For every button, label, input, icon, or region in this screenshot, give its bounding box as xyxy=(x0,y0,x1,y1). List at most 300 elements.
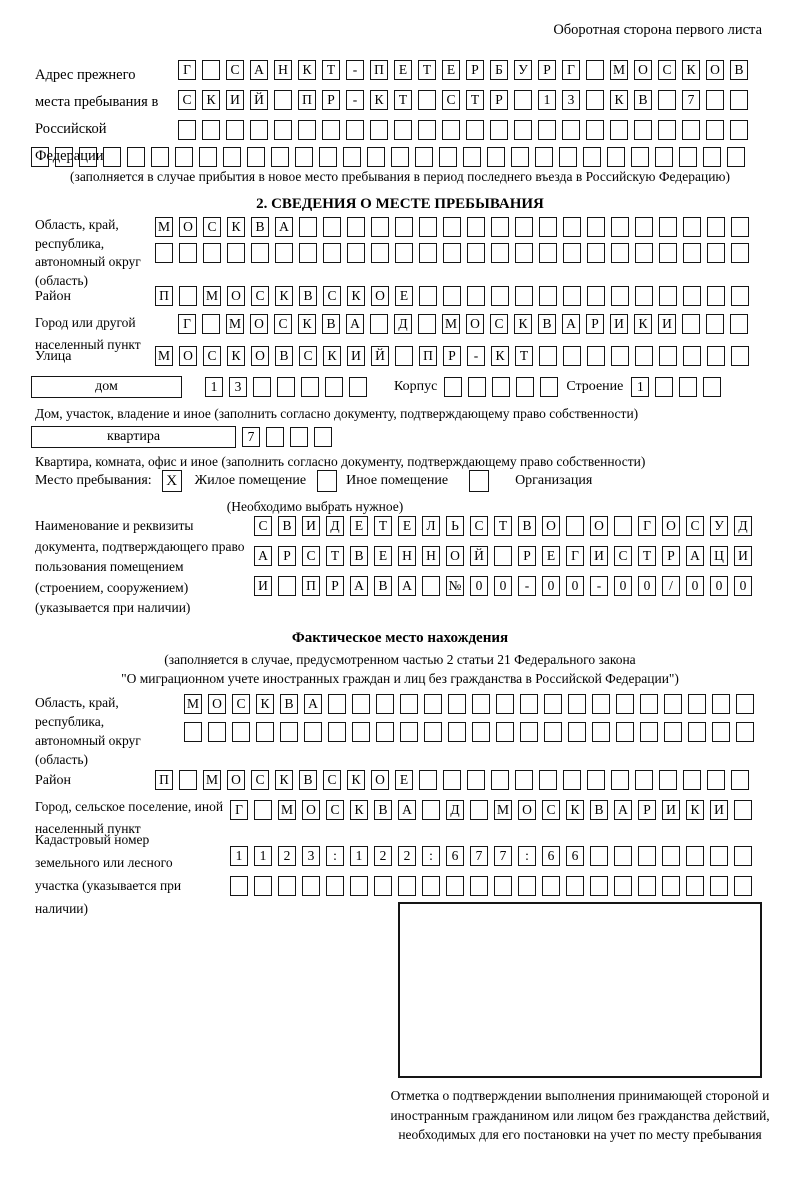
char-cell[interactable]: О xyxy=(179,217,197,237)
char-cell[interactable] xyxy=(398,876,416,896)
char-cell[interactable] xyxy=(635,286,653,306)
char-cell[interactable] xyxy=(662,846,680,866)
char-cell[interactable] xyxy=(587,346,605,366)
char-cell[interactable]: 3 xyxy=(302,846,320,866)
char-cell[interactable] xyxy=(587,770,605,790)
char-cell[interactable] xyxy=(515,243,533,263)
char-cell[interactable]: Д xyxy=(326,516,344,536)
char-cell[interactable]: Р xyxy=(538,60,556,80)
char-cell[interactable]: А xyxy=(304,694,322,714)
char-cell[interactable]: У xyxy=(710,516,728,536)
char-cell[interactable] xyxy=(734,800,752,820)
char-cell[interactable] xyxy=(683,217,701,237)
char-cell[interactable] xyxy=(566,876,584,896)
char-cell[interactable]: С xyxy=(323,286,341,306)
char-cell[interactable] xyxy=(419,286,437,306)
char-cell[interactable] xyxy=(635,346,653,366)
char-cell[interactable]: О xyxy=(371,286,389,306)
char-cell[interactable] xyxy=(444,377,462,397)
char-cell[interactable]: № xyxy=(446,576,464,596)
char-cell[interactable] xyxy=(736,722,754,742)
char-cell[interactable] xyxy=(422,800,440,820)
char-cell[interactable]: 7 xyxy=(494,846,512,866)
char-cell[interactable]: Е xyxy=(350,516,368,536)
char-cell[interactable] xyxy=(492,377,510,397)
char-cell[interactable] xyxy=(323,217,341,237)
char-cell[interactable] xyxy=(590,846,608,866)
char-cell[interactable]: О xyxy=(446,546,464,566)
char-cell[interactable]: К xyxy=(227,217,245,237)
char-cell[interactable] xyxy=(563,286,581,306)
char-cell[interactable] xyxy=(343,147,361,167)
char-cell[interactable] xyxy=(467,243,485,263)
char-cell[interactable] xyxy=(250,120,268,140)
char-cell[interactable]: Г xyxy=(638,516,656,536)
char-cell[interactable]: В xyxy=(518,516,536,536)
char-cell[interactable] xyxy=(223,147,241,167)
char-cell[interactable] xyxy=(400,722,418,742)
char-cell[interactable]: В xyxy=(299,770,317,790)
char-cell[interactable]: Т xyxy=(322,60,340,80)
char-cell[interactable] xyxy=(395,346,413,366)
char-cell[interactable] xyxy=(566,516,584,536)
char-cell[interactable]: В xyxy=(299,286,317,306)
char-cell[interactable]: М xyxy=(184,694,202,714)
char-cell[interactable] xyxy=(703,147,721,167)
char-cell[interactable] xyxy=(616,694,634,714)
char-cell[interactable] xyxy=(514,120,532,140)
char-cell[interactable]: 7 xyxy=(682,90,700,110)
char-cell[interactable] xyxy=(247,147,265,167)
char-cell[interactable]: : xyxy=(326,846,344,866)
char-cell[interactable] xyxy=(707,770,725,790)
char-cell[interactable] xyxy=(583,147,601,167)
char-cell[interactable]: Г xyxy=(562,60,580,80)
char-cell[interactable] xyxy=(419,217,437,237)
char-cell[interactable]: М xyxy=(226,314,244,334)
char-cell[interactable]: С xyxy=(442,90,460,110)
char-cell[interactable] xyxy=(706,314,724,334)
char-cell[interactable]: В xyxy=(275,346,293,366)
char-cell[interactable]: С xyxy=(323,770,341,790)
char-cell[interactable] xyxy=(491,770,509,790)
char-cell[interactable]: Р xyxy=(518,546,536,566)
char-cell[interactable] xyxy=(179,770,197,790)
char-cell[interactable] xyxy=(278,876,296,896)
char-cell[interactable] xyxy=(736,694,754,714)
char-cell[interactable] xyxy=(374,876,392,896)
char-cell[interactable]: П xyxy=(155,770,173,790)
char-cell[interactable]: К xyxy=(491,346,509,366)
char-cell[interactable] xyxy=(688,694,706,714)
char-cell[interactable]: М xyxy=(278,800,296,820)
char-cell[interactable]: О xyxy=(227,286,245,306)
char-cell[interactable] xyxy=(683,346,701,366)
char-cell[interactable] xyxy=(659,243,677,263)
char-cell[interactable] xyxy=(562,120,580,140)
char-cell[interactable] xyxy=(539,346,557,366)
char-cell[interactable] xyxy=(179,243,197,263)
char-cell[interactable]: О xyxy=(208,694,226,714)
char-cell[interactable]: А xyxy=(614,800,632,820)
char-cell[interactable]: К xyxy=(227,346,245,366)
char-cell[interactable]: С xyxy=(274,314,292,334)
char-cell[interactable] xyxy=(614,516,632,536)
char-cell[interactable] xyxy=(614,846,632,866)
char-cell[interactable]: С xyxy=(542,800,560,820)
char-cell[interactable]: Н xyxy=(422,546,440,566)
char-cell[interactable] xyxy=(463,147,481,167)
char-cell[interactable] xyxy=(443,770,461,790)
char-cell[interactable] xyxy=(682,314,700,334)
residential-checkbox[interactable]: X xyxy=(162,470,182,492)
char-cell[interactable] xyxy=(127,147,145,167)
char-cell[interactable] xyxy=(367,147,385,167)
char-cell[interactable] xyxy=(514,90,532,110)
char-cell[interactable] xyxy=(322,120,340,140)
char-cell[interactable] xyxy=(298,120,316,140)
char-cell[interactable]: Й xyxy=(250,90,268,110)
char-cell[interactable] xyxy=(422,576,440,596)
char-cell[interactable] xyxy=(55,147,73,167)
char-cell[interactable] xyxy=(299,243,317,263)
char-cell[interactable] xyxy=(254,800,272,820)
char-cell[interactable] xyxy=(616,722,634,742)
char-cell[interactable] xyxy=(683,243,701,263)
char-cell[interactable]: С xyxy=(686,516,704,536)
char-cell[interactable]: Р xyxy=(490,90,508,110)
char-cell[interactable]: Т xyxy=(374,516,392,536)
char-cell[interactable] xyxy=(707,217,725,237)
char-cell[interactable] xyxy=(515,217,533,237)
char-cell[interactable] xyxy=(371,217,389,237)
char-cell[interactable] xyxy=(655,377,673,397)
char-cell[interactable] xyxy=(686,846,704,866)
char-cell[interactable]: С xyxy=(203,346,221,366)
char-cell[interactable]: И xyxy=(302,516,320,536)
char-cell[interactable] xyxy=(682,120,700,140)
char-cell[interactable] xyxy=(559,147,577,167)
char-cell[interactable]: В xyxy=(278,516,296,536)
char-cell[interactable]: А xyxy=(686,546,704,566)
char-cell[interactable]: - xyxy=(346,60,364,80)
char-cell[interactable] xyxy=(184,722,202,742)
dom-field-box[interactable]: дом xyxy=(31,376,182,398)
char-cell[interactable]: 1 xyxy=(538,90,556,110)
char-cell[interactable]: В xyxy=(730,60,748,80)
char-cell[interactable] xyxy=(727,147,745,167)
char-cell[interactable] xyxy=(419,770,437,790)
char-cell[interactable] xyxy=(151,147,169,167)
char-cell[interactable]: 2 xyxy=(278,846,296,866)
char-cell[interactable]: В xyxy=(322,314,340,334)
char-cell[interactable] xyxy=(391,147,409,167)
char-cell[interactable]: С xyxy=(232,694,250,714)
char-cell[interactable]: М xyxy=(203,770,221,790)
char-cell[interactable] xyxy=(494,546,512,566)
char-cell[interactable]: 0 xyxy=(710,576,728,596)
char-cell[interactable]: М xyxy=(610,60,628,80)
char-cell[interactable] xyxy=(683,286,701,306)
char-cell[interactable] xyxy=(539,770,557,790)
char-cell[interactable] xyxy=(731,243,749,263)
char-cell[interactable]: С xyxy=(302,546,320,566)
char-cell[interactable] xyxy=(707,346,725,366)
char-cell[interactable] xyxy=(323,243,341,263)
char-cell[interactable] xyxy=(518,876,536,896)
char-cell[interactable] xyxy=(611,286,629,306)
char-cell[interactable] xyxy=(304,722,322,742)
char-cell[interactable] xyxy=(178,120,196,140)
char-cell[interactable]: И xyxy=(658,314,676,334)
char-cell[interactable] xyxy=(542,876,560,896)
char-cell[interactable]: С xyxy=(203,217,221,237)
char-cell[interactable] xyxy=(346,120,364,140)
char-cell[interactable]: И xyxy=(590,546,608,566)
char-cell[interactable] xyxy=(515,770,533,790)
char-cell[interactable] xyxy=(31,147,49,167)
char-cell[interactable] xyxy=(199,147,217,167)
char-cell[interactable] xyxy=(328,694,346,714)
char-cell[interactable] xyxy=(271,147,289,167)
char-cell[interactable] xyxy=(611,243,629,263)
char-cell[interactable] xyxy=(274,120,292,140)
char-cell[interactable] xyxy=(394,120,412,140)
char-cell[interactable] xyxy=(635,217,653,237)
char-cell[interactable] xyxy=(202,60,220,80)
char-cell[interactable] xyxy=(422,876,440,896)
char-cell[interactable]: К xyxy=(634,314,652,334)
char-cell[interactable] xyxy=(419,243,437,263)
char-cell[interactable]: Б xyxy=(490,60,508,80)
char-cell[interactable]: А xyxy=(398,800,416,820)
char-cell[interactable]: П xyxy=(298,90,316,110)
char-cell[interactable] xyxy=(563,217,581,237)
char-cell[interactable]: Е xyxy=(374,546,392,566)
char-cell[interactable] xyxy=(688,722,706,742)
char-cell[interactable] xyxy=(347,217,365,237)
char-cell[interactable] xyxy=(256,722,274,742)
char-cell[interactable]: А xyxy=(562,314,580,334)
char-cell[interactable] xyxy=(326,876,344,896)
char-cell[interactable] xyxy=(631,147,649,167)
char-cell[interactable]: Т xyxy=(494,516,512,536)
char-cell[interactable] xyxy=(376,722,394,742)
char-cell[interactable]: - xyxy=(518,576,536,596)
char-cell[interactable]: Ь xyxy=(446,516,464,536)
char-cell[interactable]: 0 xyxy=(614,576,632,596)
char-cell[interactable]: М xyxy=(155,217,173,237)
char-cell[interactable]: К xyxy=(347,286,365,306)
char-cell[interactable] xyxy=(277,377,295,397)
char-cell[interactable] xyxy=(349,377,367,397)
char-cell[interactable] xyxy=(679,147,697,167)
char-cell[interactable] xyxy=(563,346,581,366)
char-cell[interactable] xyxy=(491,217,509,237)
char-cell[interactable]: А xyxy=(254,546,272,566)
char-cell[interactable]: Т xyxy=(515,346,533,366)
char-cell[interactable]: 2 xyxy=(374,846,392,866)
char-cell[interactable]: М xyxy=(155,346,173,366)
char-cell[interactable]: В xyxy=(538,314,556,334)
char-cell[interactable]: М xyxy=(442,314,460,334)
char-cell[interactable] xyxy=(494,876,512,896)
char-cell[interactable]: К xyxy=(323,346,341,366)
char-cell[interactable]: О xyxy=(466,314,484,334)
char-cell[interactable]: 2 xyxy=(398,846,416,866)
char-cell[interactable]: А xyxy=(275,217,293,237)
char-cell[interactable]: В xyxy=(350,546,368,566)
char-cell[interactable] xyxy=(710,876,728,896)
char-cell[interactable]: Е xyxy=(442,60,460,80)
char-cell[interactable] xyxy=(539,243,557,263)
char-cell[interactable] xyxy=(683,770,701,790)
char-cell[interactable] xyxy=(731,770,749,790)
char-cell[interactable]: 0 xyxy=(566,576,584,596)
char-cell[interactable] xyxy=(712,722,730,742)
char-cell[interactable] xyxy=(266,427,284,447)
char-cell[interactable] xyxy=(208,722,226,742)
char-cell[interactable] xyxy=(424,694,442,714)
char-cell[interactable] xyxy=(611,770,629,790)
char-cell[interactable] xyxy=(448,694,466,714)
char-cell[interactable] xyxy=(467,770,485,790)
char-cell[interactable] xyxy=(655,147,673,167)
char-cell[interactable]: Т xyxy=(418,60,436,80)
char-cell[interactable] xyxy=(347,243,365,263)
char-cell[interactable]: О xyxy=(590,516,608,536)
char-cell[interactable]: О xyxy=(227,770,245,790)
char-cell[interactable] xyxy=(731,217,749,237)
char-cell[interactable] xyxy=(611,346,629,366)
char-cell[interactable] xyxy=(511,147,529,167)
char-cell[interactable]: Г xyxy=(178,314,196,334)
char-cell[interactable] xyxy=(376,694,394,714)
char-cell[interactable]: У xyxy=(514,60,532,80)
char-cell[interactable] xyxy=(468,377,486,397)
char-cell[interactable] xyxy=(275,243,293,263)
char-cell[interactable]: А xyxy=(250,60,268,80)
char-cell[interactable] xyxy=(611,217,629,237)
char-cell[interactable] xyxy=(730,314,748,334)
char-cell[interactable] xyxy=(659,770,677,790)
char-cell[interactable] xyxy=(520,722,538,742)
char-cell[interactable]: П xyxy=(155,286,173,306)
char-cell[interactable] xyxy=(538,120,556,140)
char-cell[interactable]: В xyxy=(374,576,392,596)
other-premises-checkbox[interactable] xyxy=(317,470,337,492)
char-cell[interactable] xyxy=(175,147,193,167)
char-cell[interactable] xyxy=(640,722,658,742)
char-cell[interactable]: О xyxy=(302,800,320,820)
char-cell[interactable] xyxy=(230,876,248,896)
char-cell[interactable] xyxy=(443,286,461,306)
char-cell[interactable]: Т xyxy=(638,546,656,566)
char-cell[interactable]: С xyxy=(658,60,676,80)
char-cell[interactable]: 1 xyxy=(631,377,649,397)
char-cell[interactable]: В xyxy=(634,90,652,110)
char-cell[interactable] xyxy=(371,243,389,263)
char-cell[interactable]: 1 xyxy=(350,846,368,866)
char-cell[interactable]: Р xyxy=(326,576,344,596)
char-cell[interactable] xyxy=(418,314,436,334)
char-cell[interactable] xyxy=(707,243,725,263)
char-cell[interactable]: Д xyxy=(734,516,752,536)
char-cell[interactable] xyxy=(515,286,533,306)
char-cell[interactable] xyxy=(703,377,721,397)
char-cell[interactable]: К xyxy=(682,60,700,80)
char-cell[interactable] xyxy=(448,722,466,742)
char-cell[interactable]: С xyxy=(614,546,632,566)
char-cell[interactable] xyxy=(544,694,562,714)
char-cell[interactable] xyxy=(395,243,413,263)
char-cell[interactable]: - xyxy=(467,346,485,366)
char-cell[interactable] xyxy=(638,846,656,866)
char-cell[interactable] xyxy=(424,722,442,742)
char-cell[interactable]: Г xyxy=(230,800,248,820)
char-cell[interactable] xyxy=(79,147,97,167)
char-cell[interactable] xyxy=(328,722,346,742)
char-cell[interactable]: И xyxy=(710,800,728,820)
char-cell[interactable]: К xyxy=(350,800,368,820)
char-cell[interactable] xyxy=(415,147,433,167)
char-cell[interactable]: И xyxy=(254,576,272,596)
char-cell[interactable]: И xyxy=(662,800,680,820)
char-cell[interactable] xyxy=(635,770,653,790)
char-cell[interactable] xyxy=(319,147,337,167)
char-cell[interactable]: Ц xyxy=(710,546,728,566)
char-cell[interactable] xyxy=(202,120,220,140)
char-cell[interactable] xyxy=(179,286,197,306)
char-cell[interactable] xyxy=(662,876,680,896)
char-cell[interactable] xyxy=(658,120,676,140)
char-cell[interactable]: 6 xyxy=(446,846,464,866)
char-cell[interactable] xyxy=(370,314,388,334)
char-cell[interactable]: И xyxy=(734,546,752,566)
char-cell[interactable] xyxy=(730,120,748,140)
char-cell[interactable] xyxy=(535,147,553,167)
char-cell[interactable] xyxy=(707,286,725,306)
char-cell[interactable] xyxy=(635,243,653,263)
char-cell[interactable] xyxy=(520,694,538,714)
char-cell[interactable] xyxy=(638,876,656,896)
char-cell[interactable]: С xyxy=(490,314,508,334)
char-cell[interactable]: О xyxy=(706,60,724,80)
char-cell[interactable]: Й xyxy=(371,346,389,366)
char-cell[interactable] xyxy=(658,90,676,110)
char-cell[interactable]: С xyxy=(178,90,196,110)
char-cell[interactable]: Л xyxy=(422,516,440,536)
char-cell[interactable]: М xyxy=(494,800,512,820)
char-cell[interactable] xyxy=(568,722,586,742)
char-cell[interactable]: 1 xyxy=(254,846,272,866)
char-cell[interactable] xyxy=(202,314,220,334)
char-cell[interactable] xyxy=(467,217,485,237)
char-cell[interactable] xyxy=(640,694,658,714)
char-cell[interactable]: 0 xyxy=(470,576,488,596)
char-cell[interactable]: 3 xyxy=(229,377,247,397)
char-cell[interactable] xyxy=(730,90,748,110)
char-cell[interactable] xyxy=(301,377,319,397)
char-cell[interactable] xyxy=(491,243,509,263)
char-cell[interactable] xyxy=(734,846,752,866)
char-cell[interactable] xyxy=(712,694,730,714)
char-cell[interactable] xyxy=(686,876,704,896)
char-cell[interactable] xyxy=(299,217,317,237)
char-cell[interactable] xyxy=(203,243,221,263)
char-cell[interactable]: Р xyxy=(638,800,656,820)
char-cell[interactable]: К xyxy=(347,770,365,790)
